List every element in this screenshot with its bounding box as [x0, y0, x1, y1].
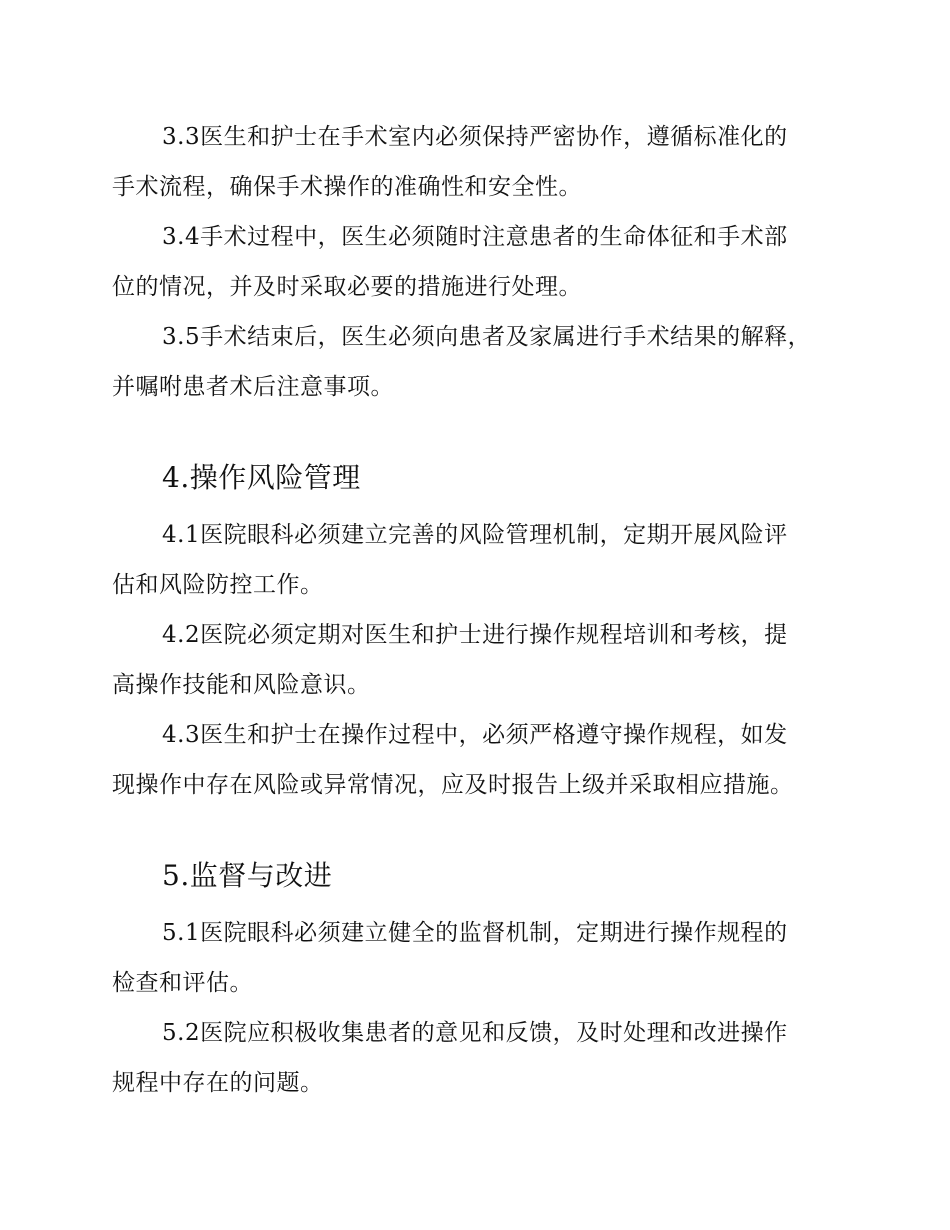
paragraph-line: 4.1医院眼科必须建立完善的风险管理机制，定期开展风险评	[162, 522, 788, 548]
paragraph-line: 检查和评估。	[112, 970, 253, 996]
paragraph-line: 3.5手术结束后，医生必须向患者及家属进行手术结果的解释，	[162, 324, 812, 350]
paragraph-line: 位的情况，并及时采取必要的措施进行处理。	[112, 274, 582, 300]
paragraph-line: 现操作中存在风险或异常情况，应及时报告上级并采取相应措施。	[112, 772, 794, 798]
paragraph-line: 规程中存在的问题。	[112, 1070, 324, 1096]
paragraph-line: 估和风险防控工作。	[112, 572, 324, 598]
paragraph-4-2	[112, 610, 862, 710]
paragraph-line: 3.3医生和护士在手术室内必须保持严密协作，遵循标准化的	[162, 124, 788, 150]
paragraph-line: 手术流程，确保手术操作的准确性和安全性。	[112, 174, 582, 200]
paragraph-4-3	[112, 710, 862, 810]
paragraph-line: 5.2医院应积极收集患者的意见和反馈，及时处理和改进操作	[162, 1020, 788, 1046]
paragraph-line: 并嘱咐患者术后注意事项。	[112, 374, 394, 400]
paragraph-4-1	[112, 510, 862, 610]
section-heading-5: 5.监督与改进	[162, 859, 333, 892]
paragraph-line: 4.2医院必须定期对医生和护士进行操作规程培训和考核，提	[162, 622, 788, 648]
section-heading-4: 4.操作风险管理	[162, 461, 361, 494]
paragraph-line: 5.1医院眼科必须建立健全的监督机制，定期进行操作规程的	[162, 920, 788, 946]
paragraph-line: 4.3医生和护士在操作过程中，必须严格遵守操作规程，如发	[162, 722, 788, 748]
paragraph-3-5	[112, 312, 862, 412]
paragraph-3-3	[112, 112, 862, 212]
paragraph-line: 高操作技能和风险意识。	[112, 672, 371, 698]
paragraph-line: 3.4手术过程中，医生必须随时注意患者的生命体征和手术部	[162, 224, 788, 250]
paragraph-3-4	[112, 212, 862, 312]
paragraph-5-1	[112, 908, 862, 1008]
paragraph-5-2	[112, 1008, 862, 1108]
